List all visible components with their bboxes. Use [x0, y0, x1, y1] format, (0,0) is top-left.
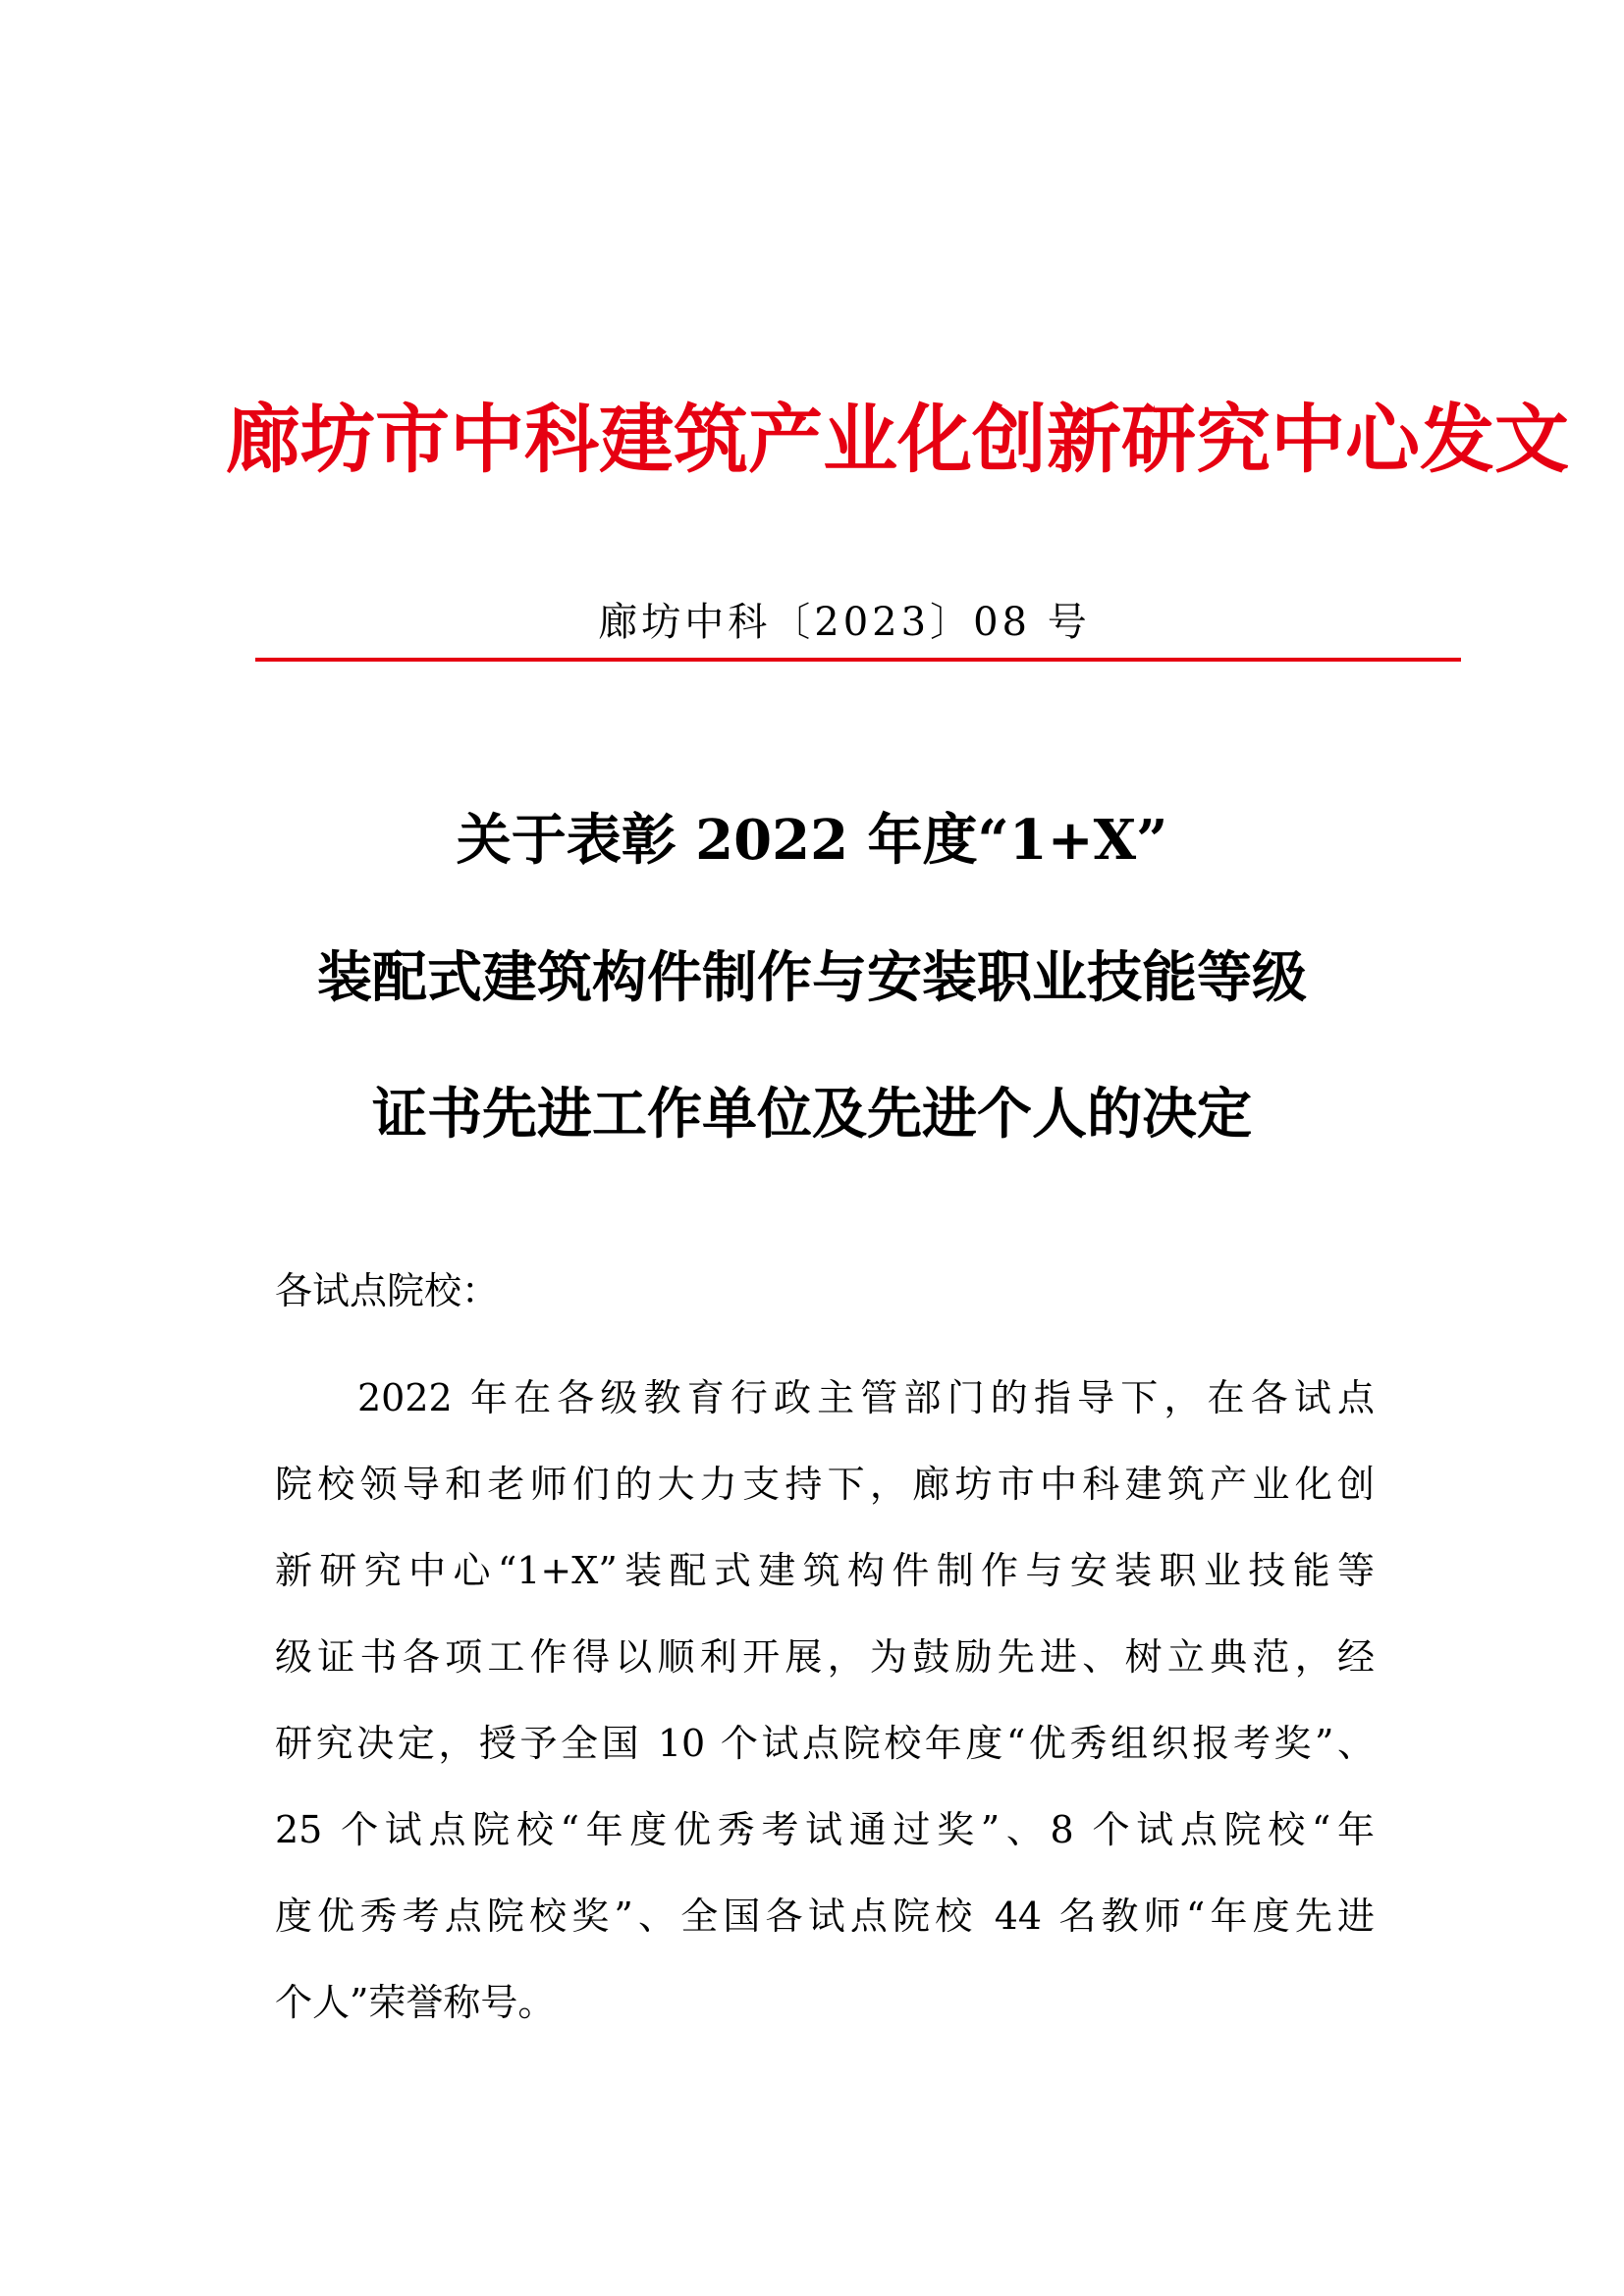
body-line: 级证书各项工作得以顺利开展，为鼓励先进、树立典范，经 — [275, 1635, 1375, 1679]
decision-title-line-1: 关于表彰 2022 年度“1+X” — [456, 808, 1168, 873]
body-line: 25 个试点院校“年度优秀考试通过奖”、8 个试点院校“年 — [275, 1808, 1375, 1851]
body-line: 2022 年在各级教育行政主管部门的指导下，在各试点 — [357, 1376, 1375, 1419]
document-number: 廊坊中科〔2023〕08 号 — [598, 600, 1091, 645]
body-line: 新研究中心“1+X”装配式建筑构件制作与安装职业技能等 — [275, 1549, 1375, 1592]
red-divider-line — [255, 658, 1461, 662]
decision-title-line-3: 证书先进工作单位及先进个人的决定 — [372, 1082, 1252, 1147]
issuer-title: 廊坊市中科建筑产业化创新研究中心发文 — [226, 396, 1569, 483]
body-line: 个人”荣誉称号。 — [275, 1981, 556, 2024]
body-line: 研究决定，授予全国 10 个试点院校年度“优秀组织报考奖”、 — [275, 1722, 1375, 1765]
body-line: 院校领导和老师们的大力支持下，廊坊市中科建筑产业化创 — [275, 1463, 1375, 1506]
decision-title-line-2: 装配式建筑构件制作与安装职业技能等级 — [317, 945, 1307, 1010]
body-line: 度优秀考点院校奖”、全国各试点院校 44 名教师“年度先进 — [275, 1895, 1375, 1938]
body-paragraph — [275, 1355, 1375, 2046]
salutation: 各试点院校： — [275, 1269, 500, 1312]
